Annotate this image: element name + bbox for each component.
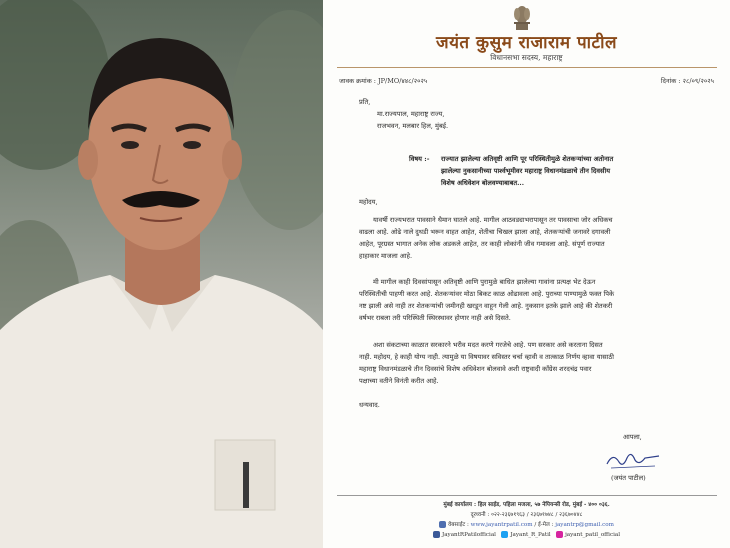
footer-web-email: वेबसाईट : www.jayantrpatil.com / ई-मेल : jayantrp@gmail.com: [323, 520, 730, 528]
footer-social: [323, 531, 730, 538]
paragraph-3-line-2: नाही. महोदय, हे काही योग्य नाही. त्यामुळे या विषयावर सविस्तर चर्चा व्हावी व तात्काळ निर्णय व्हावा यासाठी: [359, 353, 614, 361]
paragraph-2-line-3: नष्ट झाली असे नाही तर शेतकऱ्यांची जमीनही खरडून वाहून गेली आहे. नुकसान इतके झाले आहे की शेतकरी: [359, 302, 613, 310]
subject-line-3: विशेष अधिवेशन बोलवण्याबाबत...: [441, 179, 525, 187]
paragraph-1-line-2: वाढला आहे. ओढे नाले दुथडी भरून वाहत आहेत, शेतीचा चिखल झाला आहे, शेतकऱ्यांची जनावरे दगावली: [359, 228, 611, 236]
recipient-salutation: प्रति,: [359, 98, 371, 106]
paragraph-2-line-2: परिस्थितीची पाहणी करत आहे. शेतकऱ्यांवर मोठा बिकट काळ ओढावला आहे. पुराच्या पाण्यामुळे फक्त पिके: [359, 290, 615, 298]
paragraph-2-line-1: मी मागील काही दिवसांपासून अतिवृष्टी आणि पुरामुळे बाधित झालेल्या गावांना प्रत्यक्ष भेट देऊन: [373, 278, 596, 286]
state-emblem-icon: [511, 2, 533, 32]
twitter-icon: [501, 531, 508, 538]
twitter-handle[interactable]: Jayant_R_Patil: [510, 532, 551, 538]
recipient-line-1: मा.राज्यपाल, महाराष्ट्र राज्य,: [377, 110, 445, 118]
thanks-text: धन्यवाद.: [359, 401, 380, 409]
website-link[interactable]: www.jayantrpatil.com: [470, 522, 533, 528]
recipient-line-2: राजभवन, मलबार हिल, मुंबई.: [377, 122, 449, 130]
facebook-handle[interactable]: JayantRPatilofficial: [441, 532, 496, 538]
paragraph-1-line-1: यावर्षी राज्यभरात पावसाने थैमान घातले आहे. मागील आठवड्याभरापासून तर पावसाचा जोर अधिकच: [373, 216, 613, 224]
paragraph-3-line-3: महाराष्ट्र विधानमंडळाचे तीन दिवसांचे विशेष अधिवेशन बोलवावे अशी राष्ट्रवादी काँग्रेस शरदचंद्र पवार: [359, 365, 592, 373]
footer-address: मुंबई कार्यालय : हिल साईड, पहिला मजला, ५७ नेपियन्सी रोड, मुंबई - ४०० ०३६.: [443, 502, 610, 508]
reference-number: जावक क्रमांक : JP/MO/४४८/२०२५: [339, 77, 428, 85]
instagram-handle[interactable]: jayant_patil_official: [565, 532, 620, 538]
facebook-icon: [433, 531, 440, 538]
globe-icon: [439, 521, 446, 528]
email-label: ई-मेल :: [538, 522, 554, 528]
letterhead-divider: [337, 67, 717, 68]
letter-date: दिनांक : २८/०९/२०२५: [660, 77, 714, 85]
paragraph-1-line-3: आहेत, पूरग्रस्त भागात अनेक लोक अडकले आहेत, तर काही लोकांनी जीव गमावला आहे. संपूर्ण राज्यात: [359, 240, 605, 248]
portrait-photo: [0, 0, 323, 548]
letterhead-subtitle: विधानसभा सदस्य, महाराष्ट्र: [490, 53, 563, 62]
instagram-icon: [556, 531, 563, 538]
letterhead-name: जयंत कुसुम राजाराम पाटील: [435, 33, 618, 53]
website-label: वेबसाईट :: [448, 522, 469, 528]
subject-line-2: झालेल्या नुकसानीच्या पार्श्वभूमीवर महाराष्ट्र विधानमंडळाचे तीन दिवसीय: [441, 167, 611, 175]
closing-text: आपला,: [623, 433, 642, 441]
footer-phone: दूरध्वनी : ०२२-२३६७१९६३ / २३६७१७४८ / २३६७०४४८: [470, 512, 583, 518]
signature-image: [603, 446, 663, 472]
subject-line-1: राज्यात झालेल्या अतिवृष्टी आणि पूर परिस्थितीमुळे शेतकऱ्यांच्या अतोनात: [441, 155, 614, 163]
paragraph-3-line-4: पक्षाच्या वतीने विनंती करीत आहे.: [359, 377, 439, 385]
letter-page: [323, 0, 730, 548]
paragraph-1-line-4: हाहाकार माजला आहे.: [359, 252, 413, 260]
paragraph-3-line-1: अशा संकटाच्या काळात सरकारने भरीव मदत करणे गरजेचे आहे. पण सरकार असे करताना दिसत: [373, 341, 603, 349]
portrait-illustration: [0, 0, 323, 548]
paragraph-2-line-4: वर्षभर राबला तरी परिस्थिती स्थिरस्थावर होणार नाही असे दिसते.: [359, 314, 511, 322]
email-link[interactable]: jayantrp@gmail.com: [555, 522, 614, 528]
greeting: महोदय,: [359, 198, 378, 206]
subject-label: विषय :-: [409, 155, 430, 163]
signatory-name: (जयंत पाटील): [611, 474, 646, 482]
footer-divider: [337, 495, 717, 496]
